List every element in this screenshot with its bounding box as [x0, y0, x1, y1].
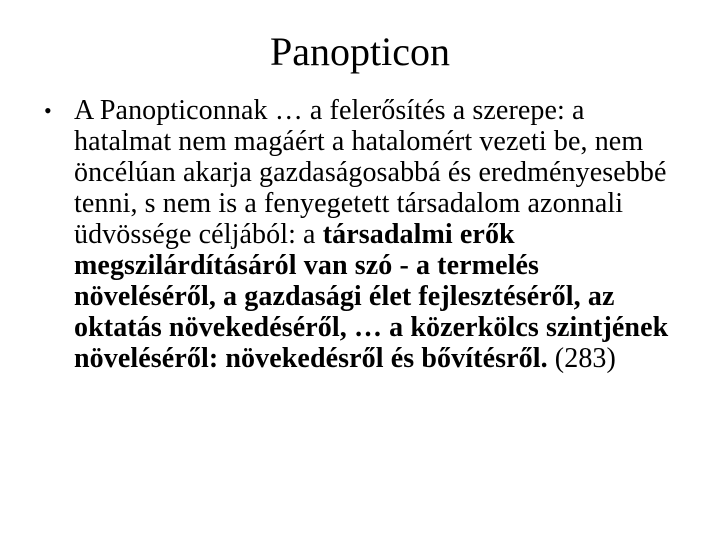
- slide-title: Panopticon: [270, 29, 450, 74]
- bullet-text-normal: A Panopticonnak … a felerősítés a szerepe: a hatalmat nem magáért a hatalomért vezeti be, nem öncélúan akarja gazdaságosabbá és eredményesebbé tenni, s nem is a fenyegetett társadalom azonnali üdvössége céljából: a: [74, 95, 667, 250]
- bullet-item: [44, 95, 684, 374]
- page-reference: (283): [547, 343, 616, 374]
- bullet-text: [74, 95, 684, 374]
- bullet-point-icon: •: [44, 98, 52, 123]
- slide-body: [44, 95, 684, 374]
- bullet-text-bold: társadalmi erők megszilárdításáról van szó - a termelés növeléséről, a gazdasági élet fejlesztéséről, az oktatás növekedéséről, … a közerkölcs szintjének növeléséről: növekedésről és bővítésről.: [74, 219, 669, 374]
